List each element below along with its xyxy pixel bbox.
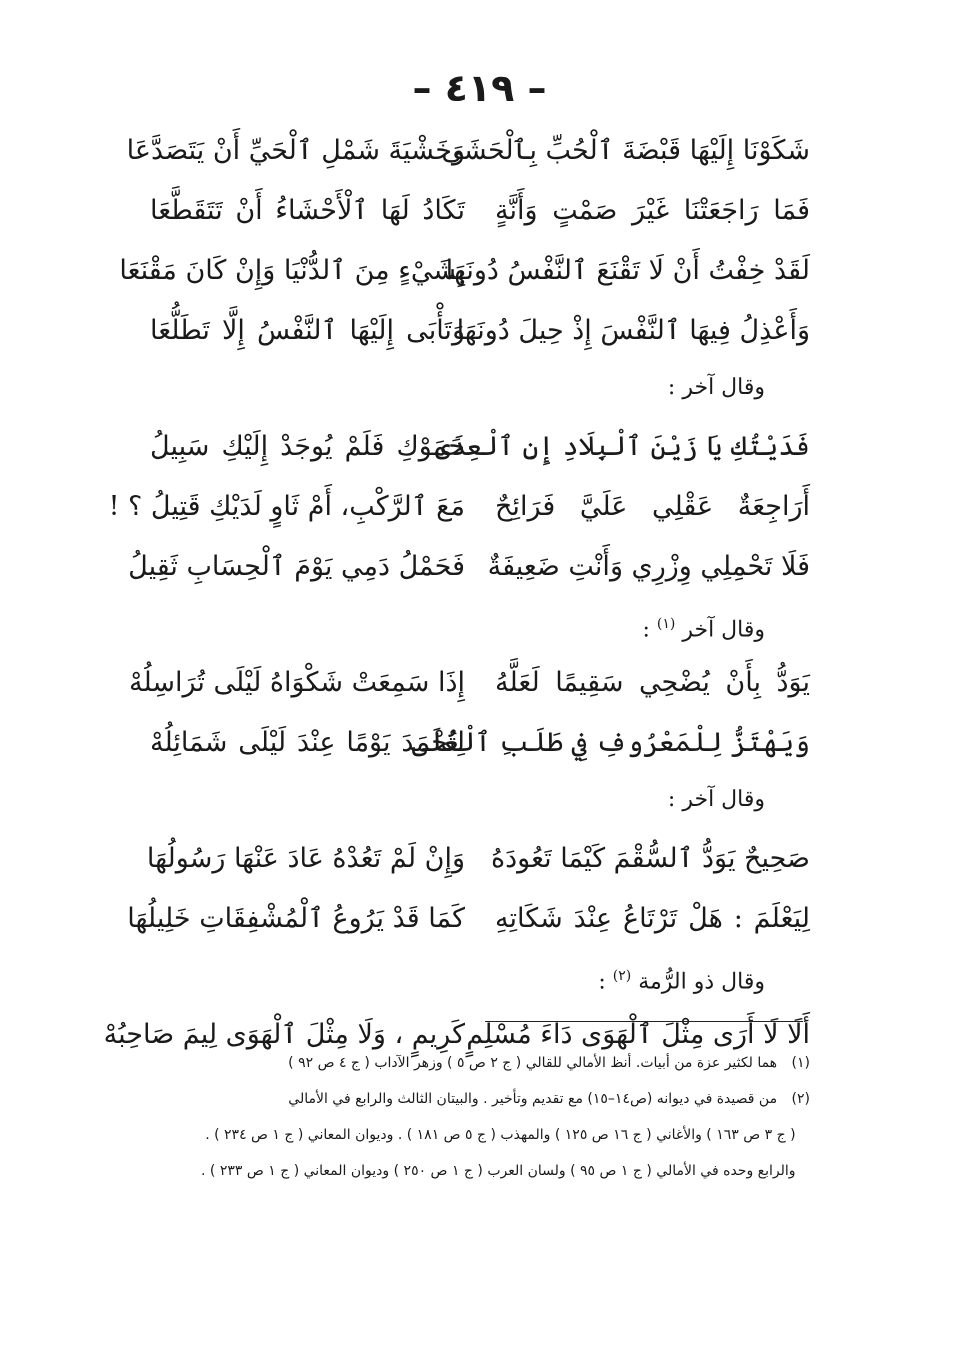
- verse-row: [150, 416, 810, 476]
- verse-second-hemistich: مَعَ ٱلرَّكْبِ، أَمْ ثَاوٍ لَدَيْكِ قَتِيلُ ؟ !: [108, 490, 465, 522]
- verse-first-hemistich: فَمَا رَاجَعَتْنَا غَيْرَ صَمْتٍ وَأَنَّةٍ: [495, 194, 810, 226]
- poem-block: [128, 596, 810, 772]
- verse-second-hemistich: بِشَيْءٍ مِنَ ٱلدُّنْيَا وَإِنْ كَانَ مَقْنَعَا: [119, 254, 465, 286]
- verse-second-hemistich: وَخَشْيَةَ شَمْلِ ٱلْحَيِّ أَنْ يَتَصَدَّعَا: [126, 134, 465, 166]
- verse-row: [126, 120, 810, 180]
- poem-intro: وقال آخر :: [667, 375, 765, 400]
- footnote-reference: (٢): [612, 968, 632, 984]
- verse-first-hemistich: لِيَعْلَمَ : هَلْ تَرْتَاعُ عِنْدَ شَكَاتِهِ: [495, 902, 810, 934]
- verse-second-hemistich: كَمَا قَدْ يَرُوعُ ٱلْمُشْفِقَاتِ خَلِيلُهَا: [127, 902, 465, 934]
- verse-first-hemistich: فَلَا تَحْمِلِي وِزْرِي وَأَنْتِ ضَعِيفَةٌ: [487, 550, 810, 582]
- poem-intro-text: وقال آخر: [682, 617, 765, 643]
- verse-row: [150, 712, 810, 772]
- verse-row: [127, 888, 810, 948]
- verse-second-hemistich: وَإِنْ لَمْ تَعُدْهُ عَادَ عَنْهَا رَسُولُهَا: [146, 842, 465, 874]
- footnote-separator: [485, 1021, 803, 1022]
- verse-row: [119, 240, 810, 300]
- footnote: [150, 1081, 810, 1117]
- poem-intro: [150, 596, 810, 652]
- verse-second-hemistich: لِتُحْمَدَ يَوْمًا عِنْدَ لَيْلَى شَمَائِلُهْ: [150, 726, 465, 758]
- poem-intro-tail: :: [642, 617, 650, 643]
- footnote-text: ( ج ٣ ص ١٦٣ ) والأغاني ( ج ١٦ ص ١٢٥ ) والمهذب ( ج ٥ ص ١٨١ ) . وديوان المعاني ( ج ١ ص ٢٣٤ ) .: [205, 1127, 796, 1143]
- verse-first-hemistich: أَلَا لَا أَرَى مِثْلَ ٱلْهَوَى دَاءَ مُسْلِمٍ: [466, 1018, 810, 1050]
- poem-intro: [150, 948, 810, 1004]
- poem-block: [108, 360, 810, 596]
- poem-intro: وقال آخر :: [667, 787, 765, 812]
- footnotes: [150, 1045, 810, 1189]
- verse-first-hemistich: صَحِيحٌ يَوَدُّ ٱلسُّقْمَ كَيْمَا تَعُودَهُ: [490, 842, 810, 874]
- verse-row: [128, 652, 810, 712]
- poem-intro-text: وقال ذو الرُّمة: [638, 969, 765, 995]
- footnote-text: هما لكثير عزة من أبيات. أنظ الأمالي للقالي ( ج ٢ ص ٥ ) وزهر الآداب ( ج ٤ ص ٩٢ ): [288, 1055, 778, 1071]
- page-number: – ٤١٩ –: [412, 66, 547, 110]
- verse-first-hemistich: فَدَيْتُكِ يَا زَيْنَ ٱلْبِلَادِ إِنِ ٱلْعِدَى: [434, 430, 810, 462]
- verse-second-hemistich: فَحَمْلُ دَمِي يَوْمَ ٱلْحِسَابِ ثَقِيلُ: [128, 550, 465, 582]
- footnote-reference: (١): [656, 616, 676, 632]
- verse-row: [146, 828, 810, 888]
- verse-second-hemistich: كَرِيمٍ ، وَلَا مِثْلَ ٱلْهَوَى لِيمَ صَاحِبُهْ: [103, 1018, 465, 1050]
- verse-first-hemistich: يَوَدُّ بِأَنْ يُضْحِي سَقِيمًا لَعَلَّهُ: [495, 666, 810, 698]
- verse-first-hemistich: وَيَهْتَزُّ لِلْمَعْرُوفِ فِي طَلَبِ ٱلْعُلَى: [411, 726, 810, 758]
- poem-intro-tail: :: [598, 969, 606, 995]
- verse-second-hemistich: تَكَادُ لَهَا ٱلْأَحْشَاءُ أَنْ تَتَقَطَّعَا: [150, 194, 465, 226]
- verse-first-hemistich: لَقَدْ خِفْتُ أَنْ لَا تَقْنَعَ ٱلنَّفْسُ دُونَهَا: [445, 254, 810, 286]
- footnote-number: (٢): [791, 1091, 810, 1107]
- verse-first-hemistich: وَأَعْذِلُ فِيهَا ٱلنَّفْسَ إِذْ حِيلَ دُونَهَا: [456, 314, 810, 346]
- verse-second-hemistich: إِذَا سَمِعَتْ شَكْوَاهُ لَيْلَى تُرَاسِلُهْ: [128, 666, 465, 698]
- verse-row: [128, 536, 810, 596]
- footnote-text: والرابع وحده في الأمالي ( ج ١ ص ٩٥ ) ولسان العرب ( ج ١ ص ٢٥٠ ) وديوان المعاني ( ج ١ ص ٢٣٣ ) .: [201, 1163, 796, 1179]
- poetry-content: [103, 120, 810, 1064]
- footnote-number: (١): [791, 1055, 810, 1071]
- footnote: [150, 1117, 810, 1153]
- verse-row: [150, 300, 810, 360]
- verse-row: [108, 476, 810, 536]
- verse-second-hemistich: حَمَوْكِ فَلَمْ يُوجَدْ إِلَيْكِ سَبِيلُ: [150, 430, 465, 462]
- poem-block: [127, 772, 810, 948]
- verse-first-hemistich: أَرَاجِعَةٌ عَقْلِي عَلَيَّ فَرَائِحٌ: [495, 490, 810, 522]
- verse-row: [150, 180, 810, 240]
- verse-second-hemistich: وَتَأْبَى إِلَيْهَا ٱلنَّفْسُ إِلَّا تَطَلُّعَا: [150, 314, 465, 346]
- footnote-text: من قصيدة في ديوانه (ص١٤–١٥) مع تقديم وتأخير . والبيتان الثالث والرابع في الأمالي: [288, 1091, 778, 1107]
- footnote: [150, 1153, 810, 1189]
- poem-block: [119, 120, 810, 360]
- footnote: [150, 1045, 810, 1081]
- verse-first-hemistich: شَكَوْنَا إِلَيْهَا قَبْضَةَ ٱلْحُبِّ بِٱلْحَشَى: [441, 134, 810, 166]
